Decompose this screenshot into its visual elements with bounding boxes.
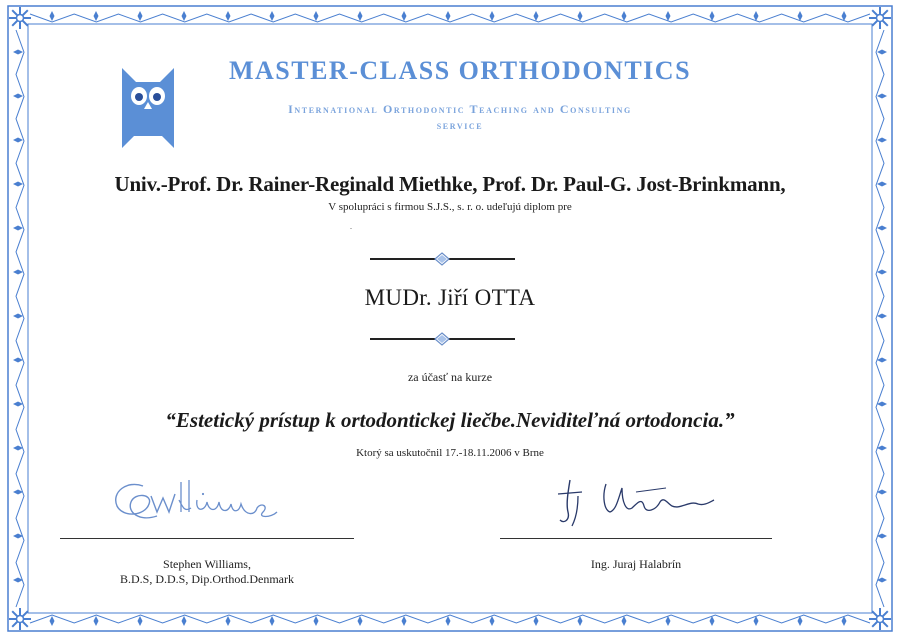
diamond-divider-icon [370,332,515,346]
org-subtitle [200,101,720,133]
signature-line-left [60,538,354,539]
issuers-line: Univ.-Prof. Dr. Rainer-Reginald Miethke, Prof. Dr. Paul-G. Jost-Brinkmann, [114,172,786,196]
signer-right-name: Ing. Juraj Halabrín [590,557,682,571]
org-subtitle-line1: International Orthodontic Teaching and Consulting [288,102,632,116]
signer-left-title: B.D.S, D.D.S, Dip.Orthod.Denmark [120,572,294,586]
course-title: “Estetický prístup k ortodontickej liečbe.Neviditeľná ortodoncia.” [165,408,735,432]
recipient-name: MUDr. Jiří OTTA [364,285,536,310]
cooperation-line: V spolupráci s firmou S.J.S., s. r. o. udeľujú diplom pre [328,201,572,213]
participation-line: za účasť na kurze [407,370,493,384]
signature-halabrin [548,470,720,532]
org-title: MASTER-CLASS ORTHODONTICS [228,56,692,85]
dot-mark: . [350,222,352,231]
signature-line-right [500,538,772,539]
signer-left-name: Stephen Williams, [163,557,251,571]
signature-williams [105,472,280,530]
org-subtitle-line2: service [436,118,484,132]
diamond-divider-icon [370,252,515,266]
course-date: Ktorý sa uskutočnil 17.-18.11.2006 v Brne [356,447,544,459]
